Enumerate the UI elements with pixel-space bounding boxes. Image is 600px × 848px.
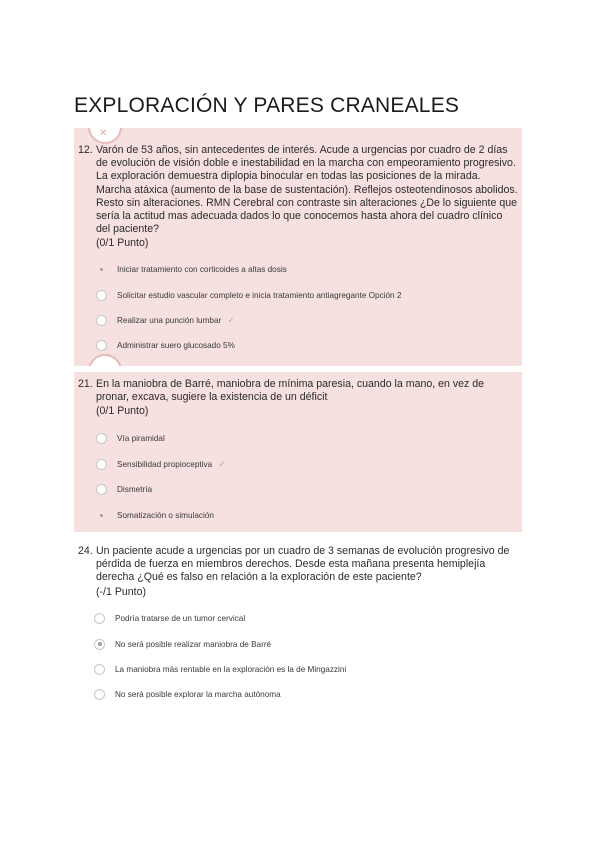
answer-option[interactable] — [94, 611, 245, 625]
answer-option[interactable] — [94, 687, 281, 701]
question-score: (0/1 Punto) — [96, 237, 149, 250]
radio-button[interactable] — [96, 290, 107, 301]
option-label: Realizar una punción lumbar — [117, 315, 222, 325]
option-label: Podría tratarse de un tumor cervical — [115, 613, 246, 623]
option-label: Iniciar tratamiento con corticoides a altas dosis — [117, 264, 287, 274]
option-label: La maniobra más rentable en la exploración es la de Mingazzini — [115, 664, 347, 674]
radio-button[interactable] — [94, 613, 105, 624]
radio-button-selected[interactable] — [96, 264, 107, 275]
option-label: No será posible explorar la marcha autónoma — [115, 689, 281, 699]
question-card-24 — [74, 540, 522, 710]
question-text — [78, 144, 518, 251]
option-label: Sensibilidad propioceptiva — [117, 459, 213, 469]
checkmark-icon: ✓ — [218, 458, 226, 469]
answer-option[interactable] — [96, 313, 235, 327]
radio-button[interactable] — [94, 664, 105, 675]
answer-option[interactable] — [96, 457, 226, 471]
option-label: Solicitar estudio vascular completo e inicia tratamiento antiagregante Opción 2 — [117, 290, 402, 300]
incorrect-badge — [88, 348, 122, 366]
question-number: 21. — [78, 378, 93, 390]
option-label: Dismetría — [117, 484, 153, 494]
radio-button[interactable] — [96, 433, 107, 444]
answer-option[interactable] — [94, 662, 346, 676]
cross-icon: ✕ — [99, 128, 108, 139]
answer-option[interactable] — [96, 482, 152, 496]
radio-button-selected[interactable] — [94, 639, 105, 650]
question-number: 24. — [78, 545, 93, 557]
question-card-12 — [74, 128, 522, 366]
page-title: EXPLORACIÓN Y PARES CRANEALES — [74, 94, 460, 117]
question-text — [78, 378, 518, 419]
question-text — [78, 545, 518, 599]
radio-button-selected[interactable] — [96, 510, 107, 521]
option-label: Vía piramidal — [117, 433, 165, 443]
question-body: En la maniobra de Barré, maniobra de mínima paresia, cuando la mano, en vez de pronar, excava, sugiere la existencia de un déficit — [96, 378, 485, 404]
question-score: (-/1 Punto) — [96, 585, 147, 598]
radio-button[interactable] — [96, 315, 107, 326]
option-label: Somatización o simulación — [117, 510, 214, 520]
checkmark-icon: ✓ — [227, 314, 235, 325]
question-number: 12. — [78, 144, 93, 156]
radio-button[interactable] — [96, 459, 107, 470]
answer-option[interactable] — [94, 637, 271, 651]
answer-option[interactable] — [96, 508, 214, 522]
radio-button[interactable] — [94, 689, 105, 700]
answer-option[interactable] — [96, 431, 165, 445]
question-body: Un paciente acude a urgencias por un cuadro de 3 semanas de evolución progresivo de pérdida de fuerza en miembros derechos. Desde esta mañana presenta hemiplejía derecha ¿Qué es falso en relación a la exploración de este paciente? — [96, 545, 510, 584]
question-score: (0/1 Punto) — [96, 405, 149, 418]
radio-button[interactable] — [96, 484, 107, 495]
answer-option[interactable] — [96, 262, 287, 276]
question-body: Varón de 53 años, sin antecedentes de interés. Acude a urgencias por cuadro de 2 días de evolución de visión doble e inestabilidad en la marcha con empeoramiento progresivo. La exploración demuestra diplopia binocular en todas las posiciones de la mirada. Marcha atáxica (aumento de la base de sustentación). Reflejos osteotendinosos abolidos. Resto sin alteraciones. RMN Cerebral con contraste sin alteraciones ¿De lo siguiente que sería la actitud mas adecuada dados lo que conocemos hasta ahora del cuadro clínico del paciente? — [96, 144, 518, 236]
option-label: Administrar suero glucosado 5% — [117, 340, 235, 350]
question-card-21 — [74, 372, 522, 532]
option-label: No será posible realizar maniobra de Barré — [115, 639, 272, 649]
answer-option[interactable] — [96, 288, 401, 302]
